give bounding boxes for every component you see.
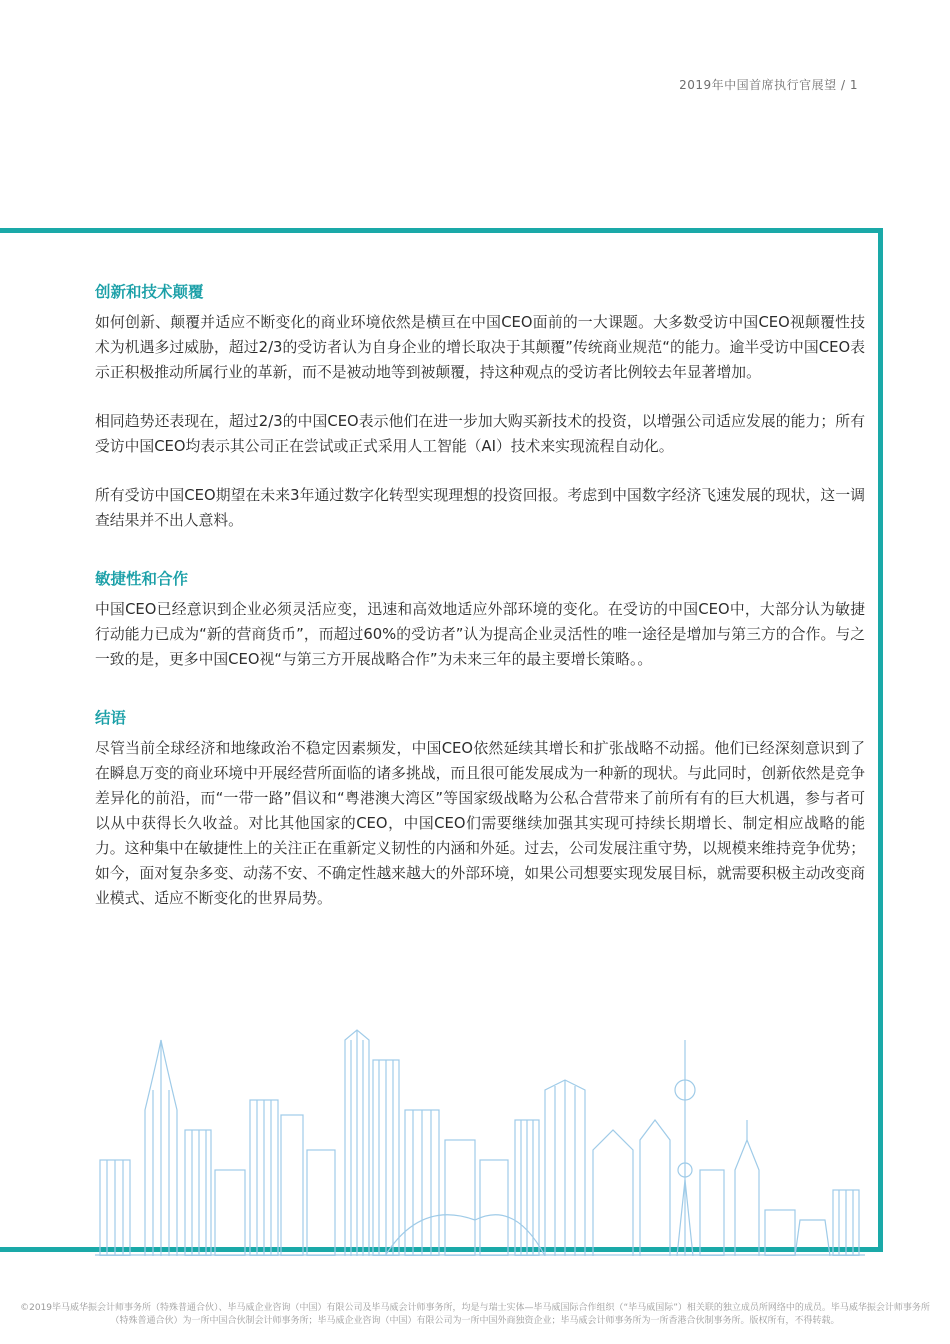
page-footer	[0, 1302, 950, 1328]
footer-copyright-line-1: ©2019毕马威华振会计师事务所（特殊普通合伙）、毕马威企业咨询（中国）有限公司及毕马威会计师事务所，均是与瑞士实体—毕马威国际合作组织（“毕马威国际”）相关联的独立成员所网络中的成员。毕马威华振会计师事务所	[20, 1303, 930, 1313]
section-innovation	[95, 280, 865, 533]
section-agility	[95, 567, 865, 672]
footer-copyright-line-2: （特殊普通合伙）为一所中国合伙制会计师事务所；毕马威企业咨询（中国）有限公司为一所中国外商独资企业；毕马威会计师事务所为一所香港合伙制事务所。版权所有，不得转载。	[110, 1316, 840, 1326]
section-title-agility: 敏捷性和合作	[95, 570, 189, 588]
paragraph: 中国CEO已经意识到企业必须灵活应变，迅速和高效地适应外部环境的变化。在受访的中国CEO中，大部分认为敏捷行动能力已成为“新的营商货币”，而超过60%的受访者”认为提高企业灵活性的唯一途径是增加与第三方的合作。与之一致的是，更多中国CEO视“与第三方开展战略合作”为未来三年的最主要增长策略。。	[95, 601, 865, 668]
section-title-conclusion: 结语	[95, 709, 127, 727]
page-header: 2019年中国首席执行官展望 / 1	[679, 78, 858, 92]
paragraph: 所有受访中国CEO期望在未来3年通过数字化转型实现理想的投资回报。考虑到中国数字经济飞速发展的现状，这一调查结果并不出人意料。	[95, 487, 865, 529]
paragraph: 相同趋势还表现在，超过2/3的中国CEO表示他们在进一步加大购买新技术的投资，以增强公司适应发展的能力；所有受访中国CEO均表示其公司正在尝试或正式采用人工智能（AI）技术来实现流程自动化。	[95, 413, 865, 455]
city-skyline-illustration	[95, 1020, 865, 1256]
section-title-innovation: 创新和技术颠覆	[95, 283, 204, 301]
section-conclusion	[95, 706, 865, 911]
paragraph: 如何创新、颠覆并适应不断变化的商业环境依然是横亘在中国CEO面前的一大课题。大多数受访中国CEO视颠覆性技术为机遇多过威胁，超过2/3的受访者认为自身企业的增长取决于其颠覆”传统商业规范“的能力。逾半受访中国CEO表示正积极推动所属行业的革新，而不是被动地等到被颠覆，持这种观点的受访者比例较去年显著增加。	[95, 314, 865, 381]
main-content	[95, 280, 865, 945]
paragraph: 尽管当前全球经济和地缘政治不稳定因素频发，中国CEO依然延续其增长和扩张战略不动摇。他们已经深刻意识到了在瞬息万变的商业环境中开展经营所面临的诸多挑战，而且很可能发展成为一种新的现状。与此同时，创新依然是竞争差异化的前沿，而“一带一路”倡议和“粤港澳大湾区”等国家级战略为公私合营带来了前所有有的巨大机遇，参与者可以从中获得长久收益。对比其他国家的CEO，中国CEO们需要继续加强其实现可持续长期增长、制定相应战略的能力。这种集中在敏捷性上的关注正在重新定义韧性的内涵和外延。过去，公司发展注重守势，以规模来维持竞争优势；如今，面对复杂多变、动荡不安、不确定性越来越大的外部环境，如果公司想要实现发展目标，就需要积极主动改变商业模式、适应不断变化的世界局势。	[95, 740, 865, 907]
